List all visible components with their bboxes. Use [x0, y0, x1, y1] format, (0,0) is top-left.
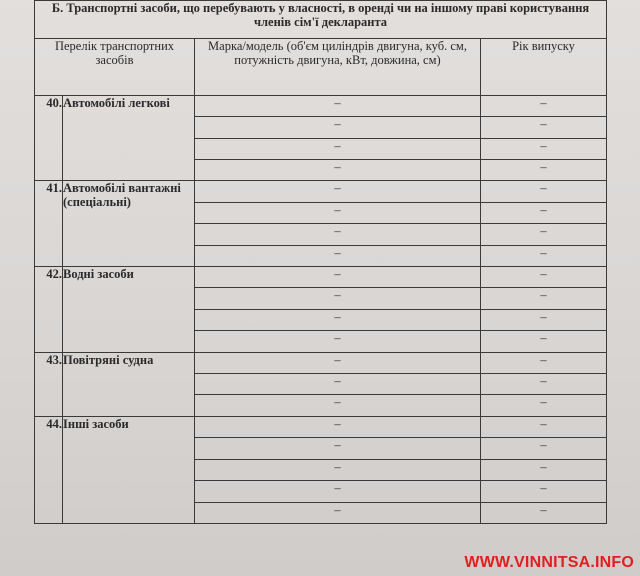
- model-cell: –: [195, 117, 481, 138]
- model-cell: –: [195, 95, 481, 116]
- year-cell: –: [481, 245, 607, 266]
- model-cell: –: [195, 481, 481, 502]
- row-number: 41.: [35, 181, 63, 267]
- section-title: Б. Транспортні засоби, що перебувають у власності, в оренді чи на іншому праві користування членів сім'ї декларанта: [35, 1, 607, 39]
- year-cell: –: [481, 416, 607, 437]
- table-row: [35, 267, 607, 288]
- model-cell: –: [195, 267, 481, 288]
- model-cell: –: [195, 352, 481, 373]
- category-label: Автомобілі вантажні (спеціальні): [63, 181, 195, 267]
- year-cell: –: [481, 481, 607, 502]
- year-cell: –: [481, 267, 607, 288]
- model-cell: –: [195, 160, 481, 181]
- row-number: 43.: [35, 352, 63, 416]
- year-cell: –: [481, 395, 607, 416]
- table-row: [35, 352, 607, 373]
- year-cell: –: [481, 160, 607, 181]
- model-cell: –: [195, 395, 481, 416]
- table-row: [35, 416, 607, 437]
- vehicles-table: [34, 0, 607, 524]
- year-cell: –: [481, 95, 607, 116]
- header-year: Рік випуску: [481, 38, 607, 95]
- year-cell: –: [481, 438, 607, 459]
- year-cell: –: [481, 288, 607, 309]
- model-cell: –: [195, 459, 481, 480]
- header-model: Марка/модель (об'єм циліндрів двигуна, куб. см, потужність двигуна, кВт, довжина, см): [195, 38, 481, 95]
- year-cell: –: [481, 331, 607, 352]
- year-cell: –: [481, 309, 607, 330]
- model-cell: –: [195, 331, 481, 352]
- year-cell: –: [481, 459, 607, 480]
- table-row: [35, 181, 607, 202]
- model-cell: –: [195, 224, 481, 245]
- model-cell: –: [195, 438, 481, 459]
- model-cell: –: [195, 502, 481, 523]
- model-cell: –: [195, 288, 481, 309]
- row-number: 40.: [35, 95, 63, 181]
- year-cell: –: [481, 181, 607, 202]
- year-cell: –: [481, 352, 607, 373]
- year-cell: –: [481, 224, 607, 245]
- model-cell: –: [195, 416, 481, 437]
- year-cell: –: [481, 138, 607, 159]
- row-number: 44.: [35, 416, 63, 523]
- category-label: Автомобілі легкові: [63, 95, 195, 181]
- model-cell: –: [195, 374, 481, 395]
- year-cell: –: [481, 502, 607, 523]
- table-row: [35, 95, 607, 116]
- model-cell: –: [195, 138, 481, 159]
- category-label: Водні засоби: [63, 267, 195, 353]
- header-vehicle-list: Перелік транспортних засобів: [35, 38, 195, 95]
- model-cell: –: [195, 181, 481, 202]
- category-label: Повітряні судна: [63, 352, 195, 416]
- model-cell: –: [195, 202, 481, 223]
- model-cell: –: [195, 309, 481, 330]
- row-number: 42.: [35, 267, 63, 353]
- year-cell: –: [481, 117, 607, 138]
- category-label: Інші засоби: [63, 416, 195, 523]
- model-cell: –: [195, 245, 481, 266]
- watermark: WWW.VINNITSA.INFO: [464, 554, 634, 571]
- year-cell: –: [481, 374, 607, 395]
- year-cell: –: [481, 202, 607, 223]
